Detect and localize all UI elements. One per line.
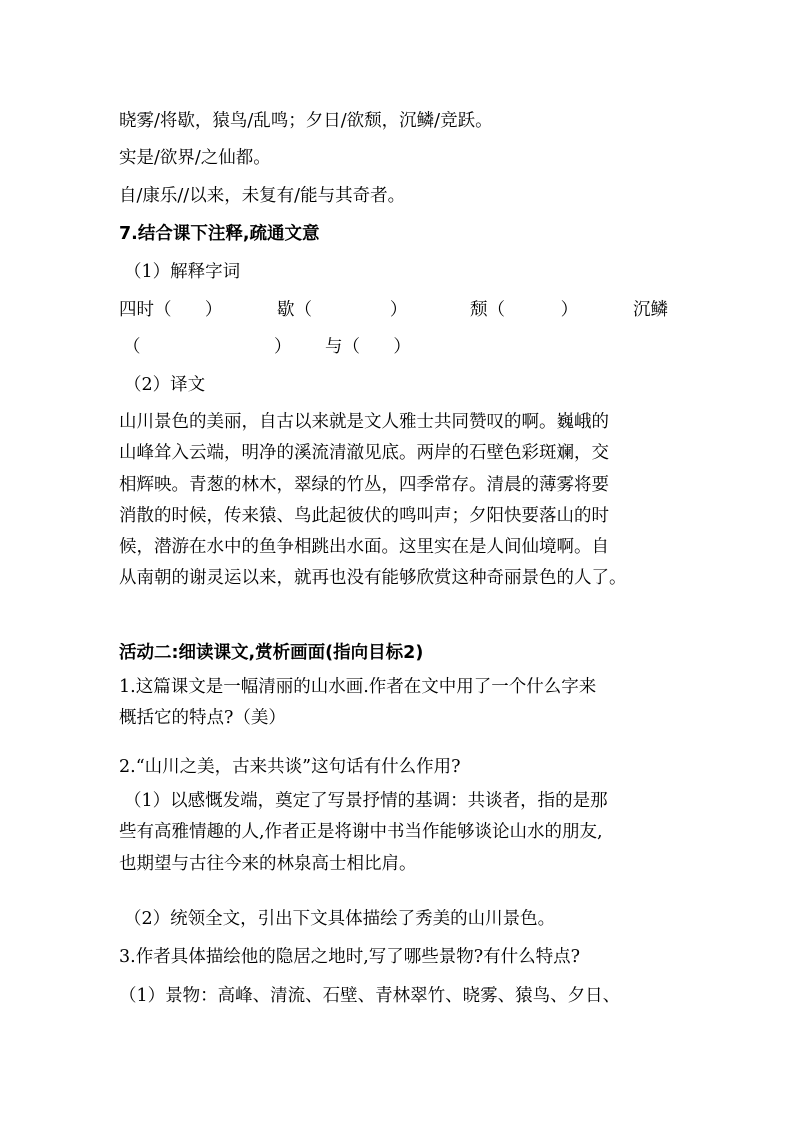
blank-item: 与（ ） — [325, 337, 411, 357]
text-line: 相辉映。青葱的林木，翠绿的竹丛，四季常存。清晨的薄雾将要 — [119, 474, 609, 495]
blank-item: 四时（ ） — [119, 300, 223, 320]
text-line: 候，潜游在水中的鱼争相跳出水面。这里实在是人间仙境啊。自 — [119, 537, 609, 558]
blank-item: 歇（ ） — [277, 300, 408, 320]
question-2: 2.“山川之美，古来共谈”这句话有什么作用? — [119, 757, 461, 777]
text-line: 也期望与古往今来的林泉高士相比肩。 — [119, 853, 417, 874]
fill-blank-row — [119, 335, 679, 359]
text-line: 山川景色的美丽，自古以来就是文人雅士共同赞叹的啊。巍峨的 — [119, 412, 609, 432]
subheading: （1）解释字词 — [124, 262, 241, 282]
answer-3: （1）景物：高峰、清流、石壁、青林翠竹、晓雾、猿鸟、夕日、 — [119, 986, 621, 1006]
text-line: 山峰耸入云端，明净的溪流清澈见底。两岸的石壁色彩斑斓，交 — [119, 443, 609, 464]
text-line: 实是/欲界/之仙都。 — [119, 148, 271, 168]
text-line: 概括它的特点?（美） — [119, 708, 286, 729]
text-line: 1.这篇课文是一幅清丽的山水画.作者在文中用了一个什么字来 — [119, 677, 597, 697]
text-line: （1）以感慨发端，奠定了写景抒情的基调：共谈者，指的是那 — [124, 791, 608, 811]
fill-blank-row — [119, 298, 679, 322]
blank-item: （ ） — [123, 337, 292, 357]
text-line: 些有高雅情趣的人,作者正是将谢中书当作能够谈论山水的朋友, — [119, 822, 603, 843]
blank-item: 颓（ ） — [470, 300, 579, 320]
activity-heading: 活动二:细读课文,赏析画面(指向目标2) — [119, 643, 424, 663]
text-line: 消散的时候，传来猿、鸟此起彼伏的鸣叫声；夕阳快要落山的时 — [119, 505, 609, 526]
answer-2-part-2: （2）统领全文，引出下文具体描绘了秀美的山川景色。 — [124, 909, 556, 929]
blank-item: 沉鳞 — [633, 300, 668, 320]
section-heading: 7.结合课下注释,疏通文意 — [119, 224, 320, 244]
question-1 — [119, 672, 679, 735]
subheading: （2）译文 — [124, 375, 206, 395]
text-line: 自/康乐//以来，未复有/能与其奇者。 — [119, 186, 406, 206]
question-3: 3.作者具体描绘他的隐居之地时,写了哪些景物?有什么特点? — [119, 947, 581, 967]
text-line: 晓雾/将歇，猿鸟/乱鸣；夕日/欲颓，沉鳞/竞跃。 — [119, 111, 493, 131]
translation-paragraph — [119, 407, 679, 595]
answer-2 — [119, 786, 684, 880]
text-line: 从南朝的谢灵运以来，就再也没有能够欣赏这种奇丽景色的人了。 — [119, 568, 627, 589]
